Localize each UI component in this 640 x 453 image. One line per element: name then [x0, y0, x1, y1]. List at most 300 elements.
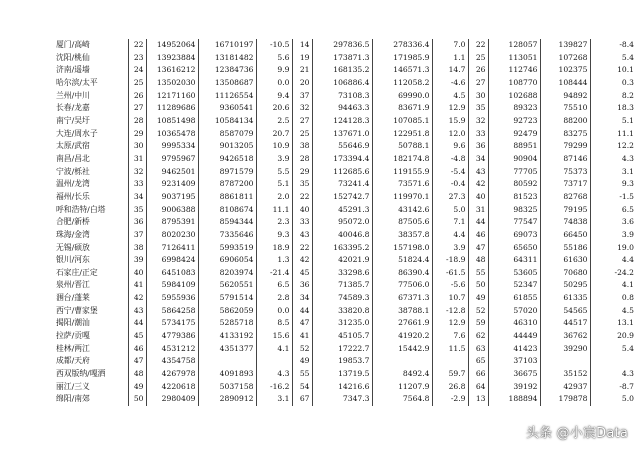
cargo-volume-current-cell: 33820.8	[312, 305, 372, 318]
passenger-volume-current-cell: 8020230	[146, 229, 198, 242]
movement-growth-cell	[590, 355, 636, 368]
passenger-volume-previous-cell: 5791514	[198, 292, 256, 305]
cargo-rank-cell: 38	[292, 140, 312, 153]
movement-rank-cell: 44	[468, 216, 488, 229]
table-row	[56, 90, 636, 103]
passenger-growth-cell: 4.1	[256, 343, 292, 356]
cargo-growth-cell: 4.5	[432, 90, 468, 103]
movement-growth-cell: 5.0	[590, 393, 636, 406]
cargo-volume-previous-cell: 119155.9	[372, 166, 432, 179]
passenger-rank-cell: 27	[128, 102, 146, 115]
cargo-volume-previous-cell: 7564.8	[372, 393, 432, 406]
movement-rank-cell: 40	[468, 191, 488, 204]
cargo-volume-current-cell: 168135.2	[312, 64, 372, 77]
movements-current-cell: 37103	[488, 355, 540, 368]
airport-name-cell: 泉州/晋江	[56, 280, 90, 290]
cargo-growth-cell: 5.0	[432, 204, 468, 217]
cargo-growth-cell: 4.4	[432, 229, 468, 242]
cargo-volume-previous-cell: 122951.8	[372, 128, 432, 141]
airport-name-cell: 长春/龙嘉	[56, 103, 90, 113]
cargo-growth-cell: 11.5	[432, 343, 468, 356]
passenger-volume-previous-cell: 8861811	[198, 191, 256, 204]
passenger-growth-cell: 5.5	[256, 166, 292, 179]
cargo-volume-previous-cell: 43142.6	[372, 204, 432, 217]
airport-name-cell: 南宁/吴圩	[56, 115, 90, 125]
cargo-volume-previous-cell: 8492.4	[372, 368, 432, 381]
movements-current-cell: 53605	[488, 267, 540, 280]
movements-previous-cell: 179878	[540, 393, 590, 406]
movement-growth-cell: 4.3	[590, 368, 636, 381]
passenger-growth-cell: 6.5	[256, 279, 292, 292]
passenger-volume-previous-cell: 8108674	[198, 204, 256, 217]
cargo-volume-previous-cell: 15442.9	[372, 343, 432, 356]
movement-growth-cell: 6.5	[590, 204, 636, 217]
passenger-volume-current-cell: 9006388	[146, 204, 198, 217]
movement-rank-cell: 27	[468, 77, 488, 90]
passenger-volume-current-cell: 2980409	[146, 393, 198, 406]
cargo-volume-current-cell: 112685.6	[312, 166, 372, 179]
movements-current-cell: 81523	[488, 191, 540, 204]
cargo-volume-current-cell: 173394.4	[312, 153, 372, 166]
passenger-volume-previous-cell: 2890912	[198, 393, 256, 406]
cargo-rank-cell: 42	[292, 254, 312, 267]
passenger-volume-current-cell: 6998424	[146, 254, 198, 267]
passenger-rank-cell: 24	[128, 64, 146, 77]
airport-name-cell: 绵阳/南郊	[56, 394, 90, 404]
cargo-growth-cell: -5.6	[432, 279, 468, 292]
table-body	[56, 39, 636, 406]
cargo-growth-cell: 26.8	[432, 381, 468, 394]
movement-growth-cell: 5.4	[590, 343, 636, 356]
cargo-rank-cell: 22	[292, 242, 312, 255]
passenger-growth-cell: -10.5	[256, 39, 292, 52]
passenger-volume-previous-cell: 8971579	[198, 166, 256, 179]
table-row	[56, 254, 636, 267]
passenger-volume-previous-cell: 8787200	[198, 178, 256, 191]
movements-previous-cell: 83275	[540, 128, 590, 141]
movement-rank-cell: 31	[468, 204, 488, 217]
movement-rank-cell: 30	[468, 90, 488, 103]
cargo-volume-previous-cell: 27661.9	[372, 317, 432, 330]
table-row	[56, 178, 636, 191]
passenger-volume-current-cell: 6451083	[146, 267, 198, 280]
movement-growth-cell: 9.3	[590, 178, 636, 191]
cargo-volume-previous-cell: 73571.6	[372, 178, 432, 191]
passenger-volume-current-cell: 13502030	[146, 77, 198, 90]
cargo-rank-cell: 47	[292, 317, 312, 330]
table-row	[56, 115, 636, 128]
movements-previous-cell: 61335	[540, 292, 590, 305]
cargo-rank-cell: 27	[292, 115, 312, 128]
movements-previous-cell: 36762	[540, 330, 590, 343]
movement-growth-cell: 3.1	[590, 166, 636, 179]
passenger-volume-current-cell: 4779386	[146, 330, 198, 343]
movement-rank-cell: 48	[468, 254, 488, 267]
movement-growth-cell: 13.1	[590, 317, 636, 330]
cargo-growth-cell: -61.5	[432, 267, 468, 280]
movements-current-cell: 188894	[488, 393, 540, 406]
airport-name-cell: 丽江/三义	[56, 381, 90, 391]
passenger-volume-previous-cell: 13181482	[198, 52, 256, 65]
airport-statistics-table	[56, 39, 636, 406]
airport-name-cell: 福州/长乐	[56, 191, 90, 201]
movements-previous-cell: 75510	[540, 102, 590, 115]
movement-growth-cell: 8.2	[590, 90, 636, 103]
movement-rank-cell: 50	[468, 279, 488, 292]
cargo-volume-current-cell: 33298.6	[312, 267, 372, 280]
movements-previous-cell: 94892	[540, 90, 590, 103]
movement-rank-cell: 43	[468, 166, 488, 179]
movement-rank-cell: 42	[468, 178, 488, 191]
movement-rank-cell: 64	[468, 381, 488, 394]
movements-current-cell: 102688	[488, 90, 540, 103]
movement-growth-cell: 20.9	[590, 330, 636, 343]
cargo-volume-previous-cell: 112058.2	[372, 77, 432, 90]
passenger-rank-cell: 47	[128, 355, 146, 368]
passenger-growth-cell: 2.0	[256, 191, 292, 204]
table-row	[56, 128, 636, 141]
table-row	[56, 381, 636, 394]
cargo-volume-previous-cell: 51824.4	[372, 254, 432, 267]
cargo-growth-cell: -0.4	[432, 178, 468, 191]
passenger-growth-cell: 2.8	[256, 292, 292, 305]
cargo-growth-cell: -18.9	[432, 254, 468, 267]
cargo-rank-cell: 43	[292, 229, 312, 242]
table-row	[56, 343, 636, 356]
cargo-rank-cell: 54	[292, 381, 312, 394]
movement-growth-cell: 12.2	[590, 140, 636, 153]
airport-name-cell: 兰州/中川	[56, 90, 90, 100]
cargo-growth-cell: 7.6	[432, 330, 468, 343]
cargo-volume-previous-cell: 278336.4	[372, 39, 432, 52]
cargo-volume-current-cell: 42021.9	[312, 254, 372, 267]
movement-growth-cell: 18.3	[590, 102, 636, 115]
movements-previous-cell: 55186	[540, 242, 590, 255]
cargo-volume-current-cell: 163395.2	[312, 242, 372, 255]
cargo-volume-current-cell: 95072.0	[312, 216, 372, 229]
cargo-growth-cell	[432, 355, 468, 368]
passenger-volume-current-cell: 5955936	[146, 292, 198, 305]
movements-current-cell: 65650	[488, 242, 540, 255]
movements-previous-cell: 50295	[540, 279, 590, 292]
movements-current-cell: 39192	[488, 381, 540, 394]
movements-current-cell: 77705	[488, 166, 540, 179]
airport-name-cell: 无锡/硕放	[56, 242, 90, 252]
cargo-rank-cell: 52	[292, 343, 312, 356]
movement-rank-cell: 26	[468, 64, 488, 77]
movements-current-cell: 57020	[488, 305, 540, 318]
cargo-rank-cell: 25	[292, 128, 312, 141]
passenger-volume-current-cell: 9795967	[146, 153, 198, 166]
movement-rank-cell: 65	[468, 355, 488, 368]
passenger-volume-current-cell: 13616212	[146, 64, 198, 77]
cargo-volume-previous-cell: 11207.9	[372, 381, 432, 394]
passenger-growth-cell: 0.0	[256, 77, 292, 90]
passenger-volume-current-cell: 9462501	[146, 166, 198, 179]
movements-previous-cell: 82768	[540, 191, 590, 204]
passenger-growth-cell: 9.4	[256, 90, 292, 103]
cargo-volume-previous-cell: 77506.0	[372, 279, 432, 292]
passenger-growth-cell: 11.1	[256, 204, 292, 217]
airport-name-cell: 石家庄/正定	[56, 267, 98, 277]
passenger-volume-current-cell: 4354758	[146, 355, 198, 368]
passenger-growth-cell: 18.9	[256, 242, 292, 255]
airport-name-cell: 大连/周水子	[56, 128, 98, 138]
table-row	[56, 279, 636, 292]
movements-current-cell: 90904	[488, 153, 540, 166]
cargo-growth-cell: 12.9	[432, 102, 468, 115]
cargo-volume-previous-cell: 50788.1	[372, 140, 432, 153]
cargo-volume-current-cell: 13719.5	[312, 368, 372, 381]
cargo-growth-cell: 12.9	[432, 317, 468, 330]
cargo-rank-cell: 14	[292, 39, 312, 52]
movements-previous-cell: 44517	[540, 317, 590, 330]
airport-name-cell: 成都/天府	[56, 356, 90, 366]
cargo-rank-cell: 22	[292, 191, 312, 204]
table-row	[56, 77, 636, 90]
passenger-rank-cell: 49	[128, 381, 146, 394]
movement-growth-cell: 5.1	[590, 115, 636, 128]
passenger-volume-current-cell: 9231409	[146, 178, 198, 191]
passenger-growth-cell: 0.0	[256, 305, 292, 318]
cargo-volume-current-cell: 45105.7	[312, 330, 372, 343]
movements-current-cell: 41423	[488, 343, 540, 356]
table-row	[56, 267, 636, 280]
cargo-volume-previous-cell: 38357.8	[372, 229, 432, 242]
passenger-volume-current-cell: 9995334	[146, 140, 198, 153]
passenger-rank-cell: 28	[128, 115, 146, 128]
table-row	[56, 52, 636, 65]
airport-name-cell: 哈尔滨/太平	[56, 77, 98, 87]
cargo-growth-cell: 27.3	[432, 191, 468, 204]
movement-growth-cell: 4.1	[590, 279, 636, 292]
movement-growth-cell: 4.5	[590, 305, 636, 318]
passenger-rank-cell: 39	[128, 254, 146, 267]
passenger-rank-cell: 36	[128, 216, 146, 229]
cargo-volume-current-cell: 74589.3	[312, 292, 372, 305]
table-row	[56, 64, 636, 77]
movement-rank-cell: 49	[468, 292, 488, 305]
cargo-rank-cell: 21	[292, 64, 312, 77]
watermark: 头条 @小宸Data	[525, 426, 628, 441]
passenger-volume-previous-cell: 7335646	[198, 229, 256, 242]
cargo-volume-previous-cell: 182174.8	[372, 153, 432, 166]
movement-growth-cell: 0.3	[590, 77, 636, 90]
movements-current-cell: 44449	[488, 330, 540, 343]
movements-current-cell: 92723	[488, 115, 540, 128]
movement-growth-cell: -24.2	[590, 267, 636, 280]
passenger-volume-current-cell: 4267978	[146, 368, 198, 381]
movement-rank-cell: 13	[468, 393, 488, 406]
airport-name-cell: 珠海/金湾	[56, 229, 90, 239]
table-row	[56, 39, 636, 52]
passenger-volume-previous-cell	[198, 355, 256, 368]
cargo-volume-current-cell: 297836.5	[312, 39, 372, 52]
passenger-volume-previous-cell: 9426518	[198, 153, 256, 166]
passenger-volume-previous-cell: 13508687	[198, 77, 256, 90]
movements-current-cell: 92479	[488, 128, 540, 141]
passenger-growth-cell: 3.9	[256, 153, 292, 166]
passenger-growth-cell: 10.9	[256, 140, 292, 153]
cargo-growth-cell: 3.9	[432, 242, 468, 255]
movements-current-cell: 36675	[488, 368, 540, 381]
table-row	[56, 166, 636, 179]
passenger-rank-cell: 50	[128, 393, 146, 406]
passenger-rank-cell: 33	[128, 178, 146, 191]
passenger-volume-current-cell: 10365478	[146, 128, 198, 141]
passenger-volume-current-cell: 14952064	[146, 39, 198, 52]
cargo-growth-cell: 7.1	[432, 216, 468, 229]
cargo-volume-current-cell: 106886.4	[312, 77, 372, 90]
cargo-growth-cell: -2.9	[432, 393, 468, 406]
passenger-growth-cell: 9.3	[256, 229, 292, 242]
passenger-volume-previous-cell: 4351377	[198, 343, 256, 356]
cargo-volume-current-cell: 31235.0	[312, 317, 372, 330]
movement-rank-cell: 66	[468, 368, 488, 381]
passenger-volume-previous-cell: 8594344	[198, 216, 256, 229]
cargo-growth-cell: 14.7	[432, 64, 468, 77]
movement-rank-cell: 52	[468, 305, 488, 318]
passenger-rank-cell: 38	[128, 242, 146, 255]
airport-name-cell: 拉萨/贡嘎	[56, 331, 90, 341]
cargo-growth-cell: 59.7	[432, 368, 468, 381]
passenger-volume-previous-cell: 16710197	[198, 39, 256, 52]
movements-current-cell: 98325	[488, 204, 540, 217]
passenger-volume-previous-cell: 6906054	[198, 254, 256, 267]
passenger-volume-current-cell: 11289686	[146, 102, 198, 115]
cargo-growth-cell: 15.9	[432, 115, 468, 128]
table-row	[56, 153, 636, 166]
passenger-rank-cell: 30	[128, 140, 146, 153]
movements-previous-cell: 39290	[540, 343, 590, 356]
movements-current-cell: 108770	[488, 77, 540, 90]
table-row	[56, 204, 636, 217]
movements-current-cell: 88951	[488, 140, 540, 153]
passenger-volume-previous-cell: 9013205	[198, 140, 256, 153]
table-row	[56, 102, 636, 115]
passenger-growth-cell: 20.7	[256, 128, 292, 141]
movement-growth-cell: 0.8	[590, 292, 636, 305]
movements-previous-cell: 54565	[540, 305, 590, 318]
passenger-rank-cell: 35	[128, 204, 146, 217]
passenger-volume-current-cell: 5734175	[146, 317, 198, 330]
table-row	[56, 330, 636, 343]
cargo-rank-cell: 19	[292, 52, 312, 65]
cargo-rank-cell: 41	[292, 330, 312, 343]
movements-previous-cell: 108444	[540, 77, 590, 90]
movements-previous-cell: 102375	[540, 64, 590, 77]
passenger-volume-previous-cell: 4133192	[198, 330, 256, 343]
movements-previous-cell: 107268	[540, 52, 590, 65]
passenger-growth-cell: -16.2	[256, 381, 292, 394]
cargo-rank-cell: 34	[292, 292, 312, 305]
passenger-volume-previous-cell: 12384736	[198, 64, 256, 77]
movements-current-cell: 46310	[488, 317, 540, 330]
cargo-rank-cell: 20	[292, 77, 312, 90]
movement-rank-cell: 63	[468, 343, 488, 356]
cargo-volume-current-cell: 173871.3	[312, 52, 372, 65]
passenger-growth-cell: 1.3	[256, 254, 292, 267]
movement-growth-cell: 3.6	[590, 216, 636, 229]
movement-growth-cell: 4.4	[590, 254, 636, 267]
passenger-volume-current-cell: 13923884	[146, 52, 198, 65]
airport-name-cell: 西双版纳/嘎洒	[56, 369, 106, 379]
movement-rank-cell: 35	[468, 102, 488, 115]
table-row	[56, 216, 636, 229]
movements-current-cell: 113051	[488, 52, 540, 65]
cargo-rank-cell: 40	[292, 204, 312, 217]
passenger-rank-cell: 41	[128, 279, 146, 292]
cargo-volume-previous-cell: 67371.3	[372, 292, 432, 305]
passenger-volume-previous-cell: 5993519	[198, 242, 256, 255]
table-row	[56, 368, 636, 381]
movement-rank-cell: 34	[468, 153, 488, 166]
cargo-volume-current-cell: 19853.7	[312, 355, 372, 368]
movements-previous-cell: 66450	[540, 229, 590, 242]
airport-name-cell: 太原/武宿	[56, 141, 90, 151]
cargo-volume-previous-cell: 146571.3	[372, 64, 432, 77]
movement-rank-cell: 59	[468, 317, 488, 330]
cargo-rank-cell: 29	[292, 166, 312, 179]
passenger-growth-cell: 8.5	[256, 317, 292, 330]
movements-previous-cell	[540, 355, 590, 368]
passenger-volume-current-cell: 5984109	[146, 279, 198, 292]
cargo-rank-cell: 45	[292, 267, 312, 280]
movements-previous-cell: 42937	[540, 381, 590, 394]
table-row	[56, 140, 636, 153]
passenger-rank-cell: 34	[128, 191, 146, 204]
cargo-rank-cell: 37	[292, 90, 312, 103]
passenger-rank-cell: 46	[128, 343, 146, 356]
airport-name-cell: 桂林/两江	[56, 343, 90, 353]
airport-name-cell: 厦门/高崎	[56, 40, 90, 49]
cargo-volume-current-cell: 137671.0	[312, 128, 372, 141]
cargo-growth-cell: -5.4	[432, 166, 468, 179]
movements-current-cell: 52347	[488, 279, 540, 292]
airport-name-cell: 济南/遥墙	[56, 65, 90, 75]
passenger-volume-previous-cell: 5620551	[198, 279, 256, 292]
table-row	[56, 355, 636, 368]
passenger-volume-previous-cell: 8203974	[198, 267, 256, 280]
passenger-volume-previous-cell: 10584134	[198, 115, 256, 128]
movements-previous-cell: 73717	[540, 178, 590, 191]
passenger-growth-cell: 2.5	[256, 115, 292, 128]
passenger-rank-cell: 45	[128, 330, 146, 343]
cargo-volume-previous-cell: 86390.4	[372, 267, 432, 280]
passenger-volume-current-cell: 9037195	[146, 191, 198, 204]
movement-rank-cell: 25	[468, 52, 488, 65]
airport-name-cell: 涠台/蓬莱	[56, 293, 90, 303]
cargo-volume-current-cell: 73241.4	[312, 178, 372, 191]
passenger-volume-current-cell: 10851498	[146, 115, 198, 128]
passenger-growth-cell: 9.9	[256, 64, 292, 77]
cargo-volume-previous-cell: 38788.1	[372, 305, 432, 318]
passenger-rank-cell: 37	[128, 229, 146, 242]
passenger-volume-current-cell: 4531212	[146, 343, 198, 356]
passenger-rank-cell: 44	[128, 317, 146, 330]
passenger-volume-current-cell: 8795391	[146, 216, 198, 229]
cargo-volume-previous-cell: 83671.9	[372, 102, 432, 115]
movement-growth-cell: 3.9	[590, 229, 636, 242]
cargo-rank-cell: 28	[292, 153, 312, 166]
table-row	[56, 305, 636, 318]
cargo-growth-cell: -12.8	[432, 305, 468, 318]
passenger-growth-cell	[256, 355, 292, 368]
table-row	[56, 242, 636, 255]
passenger-volume-current-cell: 5864258	[146, 305, 198, 318]
passenger-growth-cell: 5.6	[256, 52, 292, 65]
movement-growth-cell: 5.4	[590, 52, 636, 65]
